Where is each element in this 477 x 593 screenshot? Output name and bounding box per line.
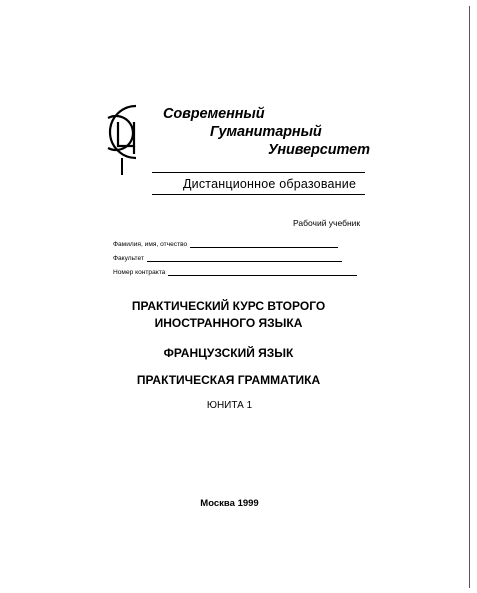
blank-line [168, 268, 357, 276]
document-type: Рабочий учебник [293, 218, 361, 228]
unit-label: ЮНИТА 1 [206, 400, 253, 411]
form-field-label: Номер контракта [113, 269, 166, 276]
university-name-line-3: Университет [268, 142, 370, 158]
blank-line [190, 240, 338, 248]
form-field-label: Фамилия, имя, отчество [113, 241, 188, 248]
divider-bottom [152, 194, 365, 195]
university-name-line-2: Гуманитарный [210, 124, 322, 140]
course-title-line-1: ПРАКТИЧЕСКИЙ КУРС ВТОРОГО [131, 299, 326, 313]
imprint-city-year: Москва 1999 [200, 498, 259, 509]
page-edge-line [469, 6, 470, 588]
sgu-logo-icon [92, 100, 154, 176]
course-subject: ПРАКТИЧЕСКАЯ ГРАММАТИКА [136, 373, 321, 387]
course-title-line-2: ИНОСТРАННОГО ЯЗЫКА [154, 316, 303, 330]
program-label: Дистанционное образование [183, 177, 357, 191]
form-field-faculty [113, 254, 342, 262]
form-field-label: Факультет [113, 255, 144, 262]
divider-top [152, 172, 365, 173]
course-language: ФРАНЦУЗСКИЙ ЯЗЫК [163, 346, 294, 360]
university-name-line-1: Современный [163, 106, 265, 122]
blank-line [147, 254, 342, 262]
form-field-contract-number [113, 268, 357, 276]
form-field-full-name [113, 240, 338, 248]
